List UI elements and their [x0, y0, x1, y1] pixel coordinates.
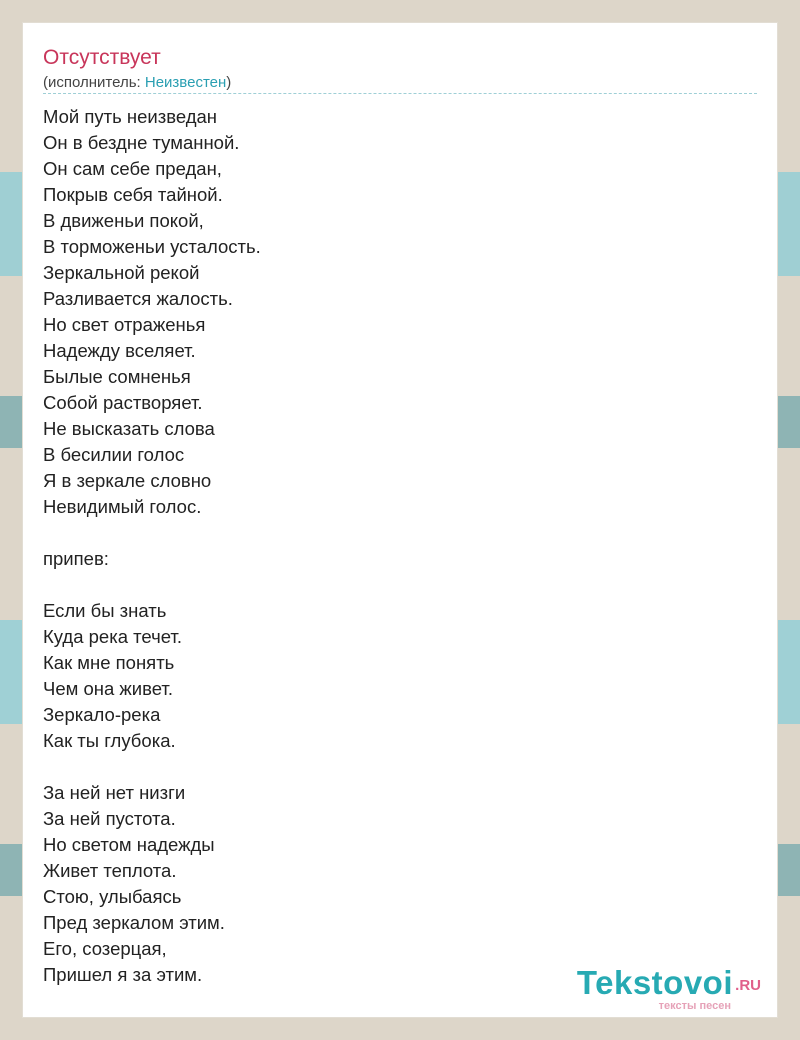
lyric-line: Чем она живет.: [43, 678, 173, 699]
lyrics-text: [43, 104, 261, 988]
performer-suffix: ): [226, 74, 232, 91]
song-title: Отсутствует: [43, 46, 161, 69]
lyric-line: Не высказать слова: [43, 418, 215, 439]
lyric-line: Но свет отраженья: [43, 314, 206, 335]
lyric-line: Куда река течет.: [43, 626, 182, 647]
site-logo[interactable]: [539, 965, 769, 1017]
lyric-line: [43, 572, 261, 598]
lyric-line: Покрыв себя тайной.: [43, 184, 223, 205]
lyric-line: [43, 754, 261, 780]
lyric-line: Пришел я за этим.: [43, 964, 203, 985]
lyric-line: Он в бездне туманной.: [43, 132, 240, 153]
logo-tagline: тексты песен: [658, 1000, 731, 1012]
lyric-line: Он сам себе предан,: [43, 158, 222, 179]
lyric-line: В движеньи покой,: [43, 210, 204, 231]
lyric-line: Как мне понять: [43, 652, 175, 673]
lyric-line: [43, 520, 261, 546]
lyric-line: Я в зеркале словно: [43, 470, 212, 491]
performer-prefix: (исполнитель:: [43, 74, 145, 91]
title-divider: [43, 93, 757, 94]
lyric-line: Собой растворяет.: [43, 392, 203, 413]
lyric-line: припев:: [43, 548, 109, 569]
lyric-line: За ней пустота.: [43, 808, 176, 829]
lyric-line: Невидимый голос.: [43, 496, 202, 517]
logo-domain: .RU: [735, 977, 761, 994]
lyric-line: Разливается жалость.: [43, 288, 233, 309]
lyric-line: Его, созерцая,: [43, 938, 167, 959]
lyric-line: Как ты глубока.: [43, 730, 176, 751]
lyric-line: Если бы знать: [43, 600, 167, 621]
lyric-line: Мой путь неизведан: [43, 106, 218, 127]
lyric-line: В торможеньи усталость.: [43, 236, 261, 257]
lyric-line: Надежду вселяет.: [43, 340, 196, 361]
lyric-line: Зеркальной рекой: [43, 262, 200, 283]
performer-line: [43, 73, 231, 93]
lyric-line: Зеркало-река: [43, 704, 161, 725]
lyric-line: Живет теплота.: [43, 860, 177, 881]
lyric-line: Былые сомненья: [43, 366, 191, 387]
performer-link[interactable]: Неизвестен: [144, 74, 227, 91]
logo-wordmark: Tekstovoi: [576, 964, 733, 1001]
lyric-line: Пред зеркалом этим.: [43, 912, 225, 933]
lyric-line: В бесилии голос: [43, 444, 185, 465]
lyric-line: Но светом надежды: [43, 834, 215, 855]
lyric-line: Стою, улыбаясь: [43, 886, 182, 907]
lyric-line: За ней нет низги: [43, 782, 186, 803]
lyrics-card: [22, 22, 778, 1018]
